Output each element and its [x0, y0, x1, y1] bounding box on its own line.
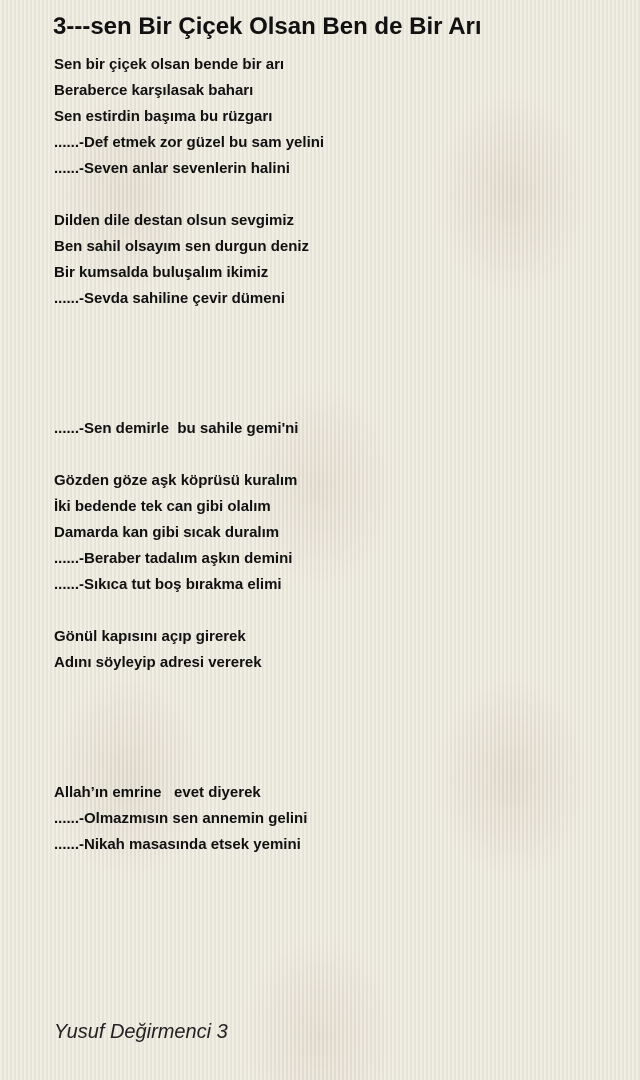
poem-body [54, 52, 614, 858]
poem-line-blank [54, 702, 614, 728]
poem-line-blank [54, 312, 614, 338]
poem-line-blank [54, 754, 614, 780]
poem-line-blank [54, 390, 614, 416]
poem-line: İki bedende tek can gibi olalım [54, 498, 271, 515]
poem-line: Dilden dile destan olsun sevgimiz [54, 212, 295, 229]
poem-line: Sen bir çiçek olsan bende bir arı [54, 56, 285, 73]
poem-line-blank [54, 676, 614, 702]
poem-line-blank [54, 728, 614, 754]
poem-line: Beraberce karşılasak baharı [54, 82, 254, 99]
poem-line: Gönül kapısını açıp girerek [54, 628, 246, 645]
poem-line-blank [54, 338, 614, 364]
poem-line: ......-Sen demirle bu sahile gemi'ni [54, 420, 299, 437]
poem-line: Bir kumsalda buluşalım ikimiz [54, 264, 269, 281]
poem-line: Gözden göze aşk köprüsü kuralım [54, 472, 298, 489]
poem-line: ......-Olmazmısın sen annemin gelini [54, 810, 308, 827]
poem-line-blank [54, 598, 614, 624]
poem-line: ......-Nikah masasında etsek yemini [54, 836, 301, 853]
poem-line: Adını söyleyip adresi vererek [54, 654, 262, 671]
poem-line: ......-Sıkıca tut boş bırakma elimi [54, 576, 282, 593]
poem-line: Damarda kan gibi sıcak duralım [54, 524, 280, 541]
poem-line-blank [54, 442, 614, 468]
poem-line: Ben sahil olsayım sen durgun deniz [54, 238, 310, 255]
poem-line: Sen estirdin başıma bu rüzgarı [54, 108, 273, 125]
poem-line: Allah’ın emrine evet diyerek [54, 784, 261, 801]
poem-line: ......-Sevda sahiline çevir dümeni [54, 290, 285, 307]
poem-line: ......-Def etmek zor güzel bu sam yelini [54, 134, 325, 151]
poem-line: ......-Seven anlar sevenlerin halini [54, 160, 290, 177]
poem-title: 3---sen Bir Çiçek Olsan Ben de Bir Arı [53, 13, 482, 40]
poem-line: ......-Beraber tadalım aşkın demini [54, 550, 293, 567]
poem-line-blank [54, 364, 614, 390]
poem-author: Yusuf Değirmenci 3 [54, 1021, 228, 1043]
poem-line-blank [54, 182, 614, 208]
